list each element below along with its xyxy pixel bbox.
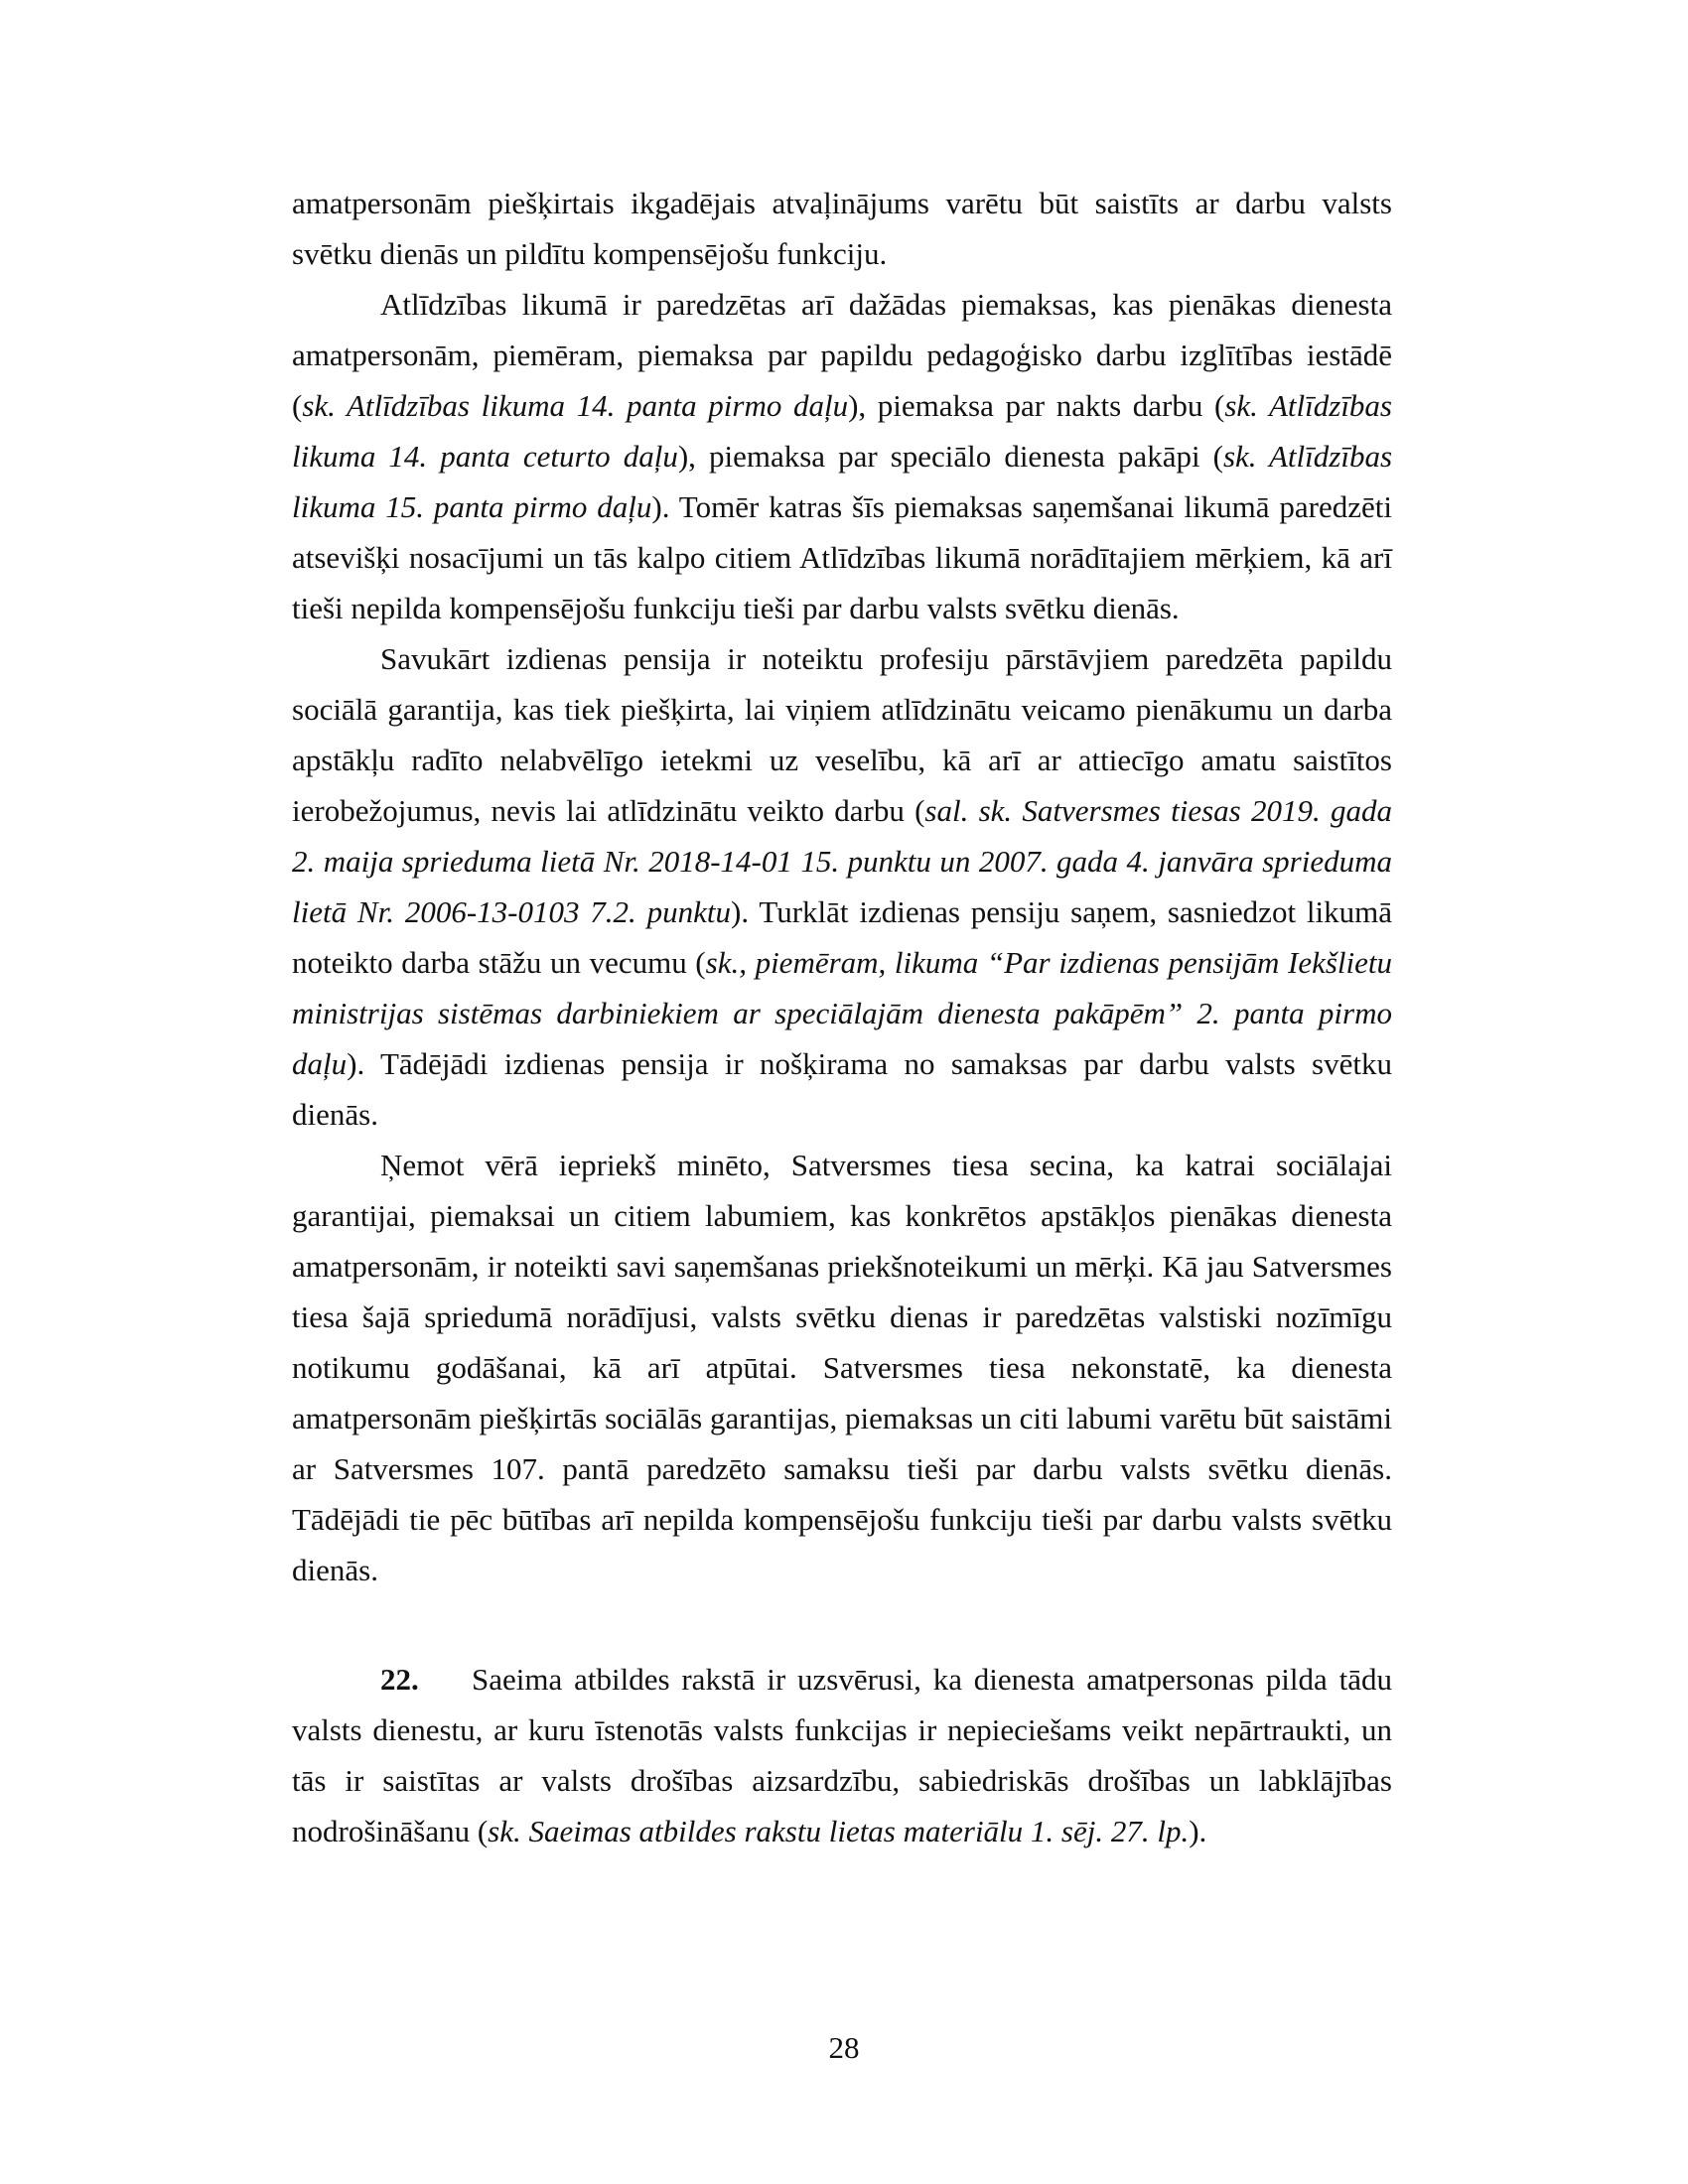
body-text: ). Tādējādi izdienas pensija ir nošķirama no samaksas par darbu valsts svētku dienās.: [292, 1046, 1392, 1132]
paragraph-conclusion: [292, 1140, 1392, 1595]
body-text: Ņemot vērā iepriekš minēto, Satversmes tiesa secina, ka katrai sociālajai garantijai, piemaksai un citiem labumiem, kas konkrētos apstākļos pienākas dienesta amatpersonām, ir noteikti savi saņemšanas priekšnoteikumi un mērķi. Kā jau Satversmes tiesa šajā spriedumā norādījusi, valsts svētku dienas ir paredzētas valstiski nozīmīgu notikumu godāšanai, kā arī atpūtai. Satversmes tiesa nekonstatē, ka dienesta amatpersonām piešķirtās sociālās garantijas, piemaksas un citi labumi varētu būt saistāmi ar Satversmes 107. pantā paredzēto samaksu tieši par darbu valsts svētku dienās. Tādējādi tie pēc būtības arī nepilda kompensējošu funkciju tieši par darbu valsts svētku dienās.: [292, 1148, 1392, 1587]
paragraph-service-pension: [292, 633, 1392, 1140]
paragraph-allowances: [292, 279, 1392, 633]
citation-text: sk. Atlīdzības likuma 15. panta pirmo daļu: [292, 439, 1393, 524]
section-number: 22.: [380, 1662, 419, 1697]
citation-text: sk., piemēram, likuma “Par izdienas pensijām Iekšlietu ministrijas sistēmas darbiniekiem ar speciālajām dienesta pakāpēm” 2. panta pirmo daļu: [292, 945, 1392, 1081]
document-body: [292, 178, 1392, 1856]
citation-text: sal. sk. Satversmes tiesas 2019. gada 2. maija sprieduma lietā Nr. 2018-14-01 15. punktu un 2007. gada 4. janvāra sprieduma lietā Nr. 2006-13-0103 7.2. punktu: [292, 793, 1392, 929]
section-22-paragraph: [292, 1654, 1392, 1856]
citation-text: sk. Atlīdzības likuma 14. panta ceturto daļu: [292, 388, 1392, 474]
citation-text: sk. Atlīdzības likuma 14. panta pirmo daļu: [302, 388, 849, 423]
body-text: ), piemaksa par nakts darbu (: [848, 388, 1225, 423]
body-text: Savukārt izdienas pensija ir noteiktu profesiju pārstāvjiem paredzēta papildu sociālā garantija, kas tiek piešķirta, lai viņiem atlīdzinātu veicamo pienākumu un darba apstākļu radīto nelabvēlīgo ietekmi uz veselību, kā arī ar attiecīgo amatu saistītos ierobežojumus, nevis lai atlīdzinātu veikto darbu (: [292, 641, 1392, 828]
body-text: ). Tomēr katras šīs piemaksas saņemšanai likumā paredzēti atsevišķi nosacījumi un tās kalpo citiem Atlīdzības likumā norādītajiem mērķiem, kā arī tieši nepilda kompensējošu funkciju tieši par darbu valsts svētku dienās.: [292, 489, 1392, 625]
body-text: ), piemaksa par speciālo dienesta pakāpi (: [677, 439, 1223, 474]
body-text: amatpersonām piešķirtais ikgadējais atvaļinājums varētu būt saistīts ar darbu valsts svētku dienās un pildītu kompensējošu funkciju.: [292, 186, 1392, 271]
paragraph-continuation: [292, 178, 1392, 279]
page-number: 28: [828, 2030, 860, 2065]
body-text: Saeima atbildes rakstā ir uzsvērusi, ka dienesta amatpersonas pilda tādu valsts dienestu, ar kuru īstenotās valsts funkcijas ir nepieciešams veikt nepārtraukti, un tās ir saistītas ar valsts drošības aizsardzību, sabiedriskās drošības un labklājības nodrošināšanu (: [292, 1662, 1392, 1848]
citation-text: sk. Saeimas atbildes rakstu lietas materiālu 1. sēj. 27. lp.: [488, 1814, 1190, 1848]
body-text: ). Turklāt izdienas pensiju saņem, sasniedzot likumā noteikto darba stāžu un vecumu (: [292, 894, 1392, 980]
body-text: ).: [1189, 1814, 1207, 1848]
body-text: Atlīdzības likumā ir paredzētas arī dažādas piemaksas, kas pienākas dienesta amatpersonām, piemēram, piemaksa par papildu pedagoģisko darbu izglītības iestādē (: [292, 287, 1392, 423]
